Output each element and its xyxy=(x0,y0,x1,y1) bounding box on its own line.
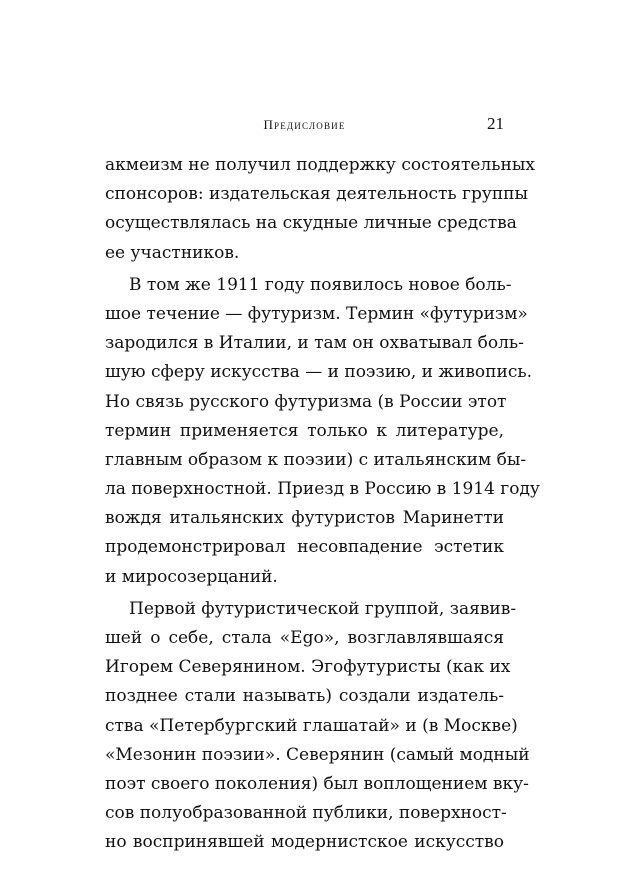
text-line: и миросозерцаний. xyxy=(105,566,278,587)
page-number: 21 xyxy=(487,114,504,133)
text-line: главным образом к поэзии) с итальянским бы- xyxy=(105,449,527,470)
text-line: вождя итальянских футуристов Маринетти xyxy=(105,508,504,529)
text-line: акмеизм не получил поддержку состоятельных xyxy=(105,155,535,175)
text-line: Но связь русского футуризма (в России этот xyxy=(105,391,507,412)
text-line: Игорем Северянином. Эгофутуристы (как их xyxy=(105,657,511,678)
text-line: продемонстрировал несовпадение эстетик xyxy=(105,537,504,558)
text-line: термин применяется только к литературе, xyxy=(105,420,504,441)
paragraph xyxy=(105,271,540,592)
text-line: ла поверхностной. Приезд в Россию в 1914 году xyxy=(105,479,540,500)
paragraph xyxy=(105,151,535,268)
text-line: «Мезонин поэзии». Северянин (самый модный xyxy=(105,744,530,765)
text-line: шое течение — футуризм. Термин «футуризм» xyxy=(105,303,528,324)
text-line: ства «Петербургский глашатай» и (в Москве) xyxy=(105,715,518,736)
text-line: зародился в Италии, и там он охватывал боль- xyxy=(105,333,524,354)
text-line: но воспринявшей модернистское искусство xyxy=(105,832,504,853)
running-title: Предисловие xyxy=(263,117,346,132)
text-line: спонсоров: издательская деятельность группы xyxy=(105,184,529,205)
text-line: осуществлялась на скудные личные средства xyxy=(105,213,517,234)
text-line: позднее стали называть) создали издатель- xyxy=(105,686,504,707)
text-line: Первой футуристической группой, заявив- xyxy=(129,598,517,619)
text-line: В том же 1911 году появилось новое боль- xyxy=(129,274,512,295)
text-line: сов полуобразованной публики, поверхност- xyxy=(105,803,507,824)
running-head xyxy=(105,114,504,135)
body-text xyxy=(105,151,540,858)
text-line: поэт своего поколения) был воплощением вку- xyxy=(105,773,529,794)
text-line: ее участников. xyxy=(105,242,240,263)
text-line: шей о себе, стала «Ego», возглавлявшаяся xyxy=(105,628,504,648)
paragraph xyxy=(105,595,530,858)
text-line: шую сферу искусства — и поэзию, и живопись. xyxy=(105,362,533,383)
